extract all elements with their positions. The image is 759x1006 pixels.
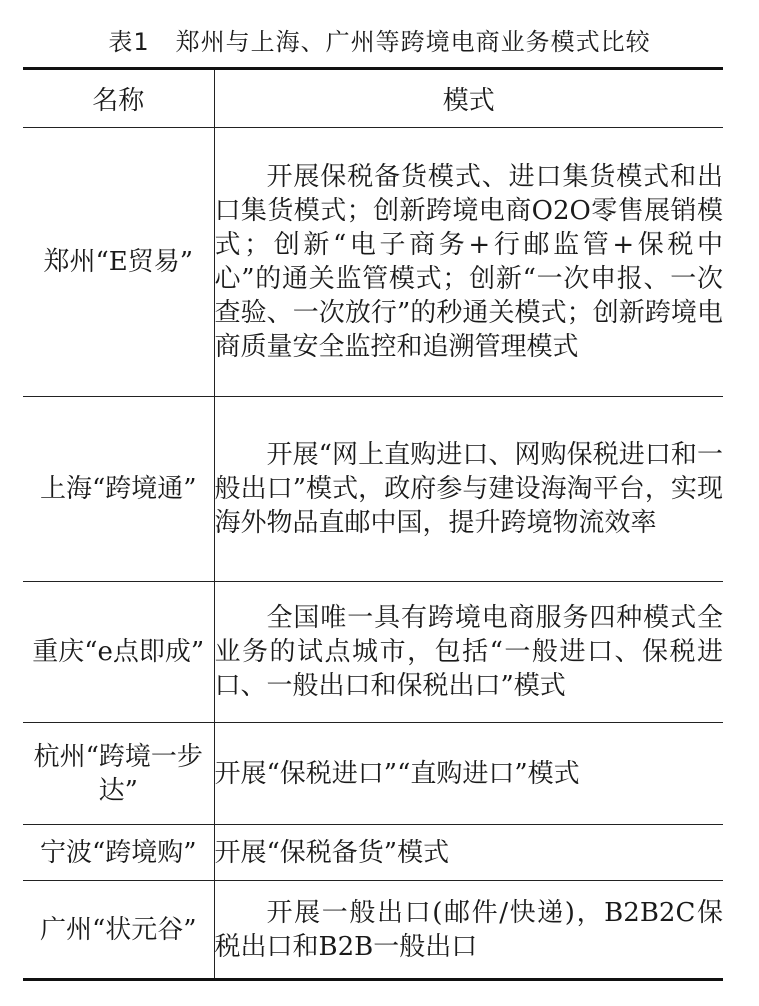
comparison-table: [23, 67, 723, 981]
table-row: [23, 881, 723, 980]
row-mode: 开展“保税进口”“直购进口”模式: [214, 723, 723, 825]
row-name: 上海“跨境通”: [23, 397, 214, 582]
header-name: 名称: [23, 69, 214, 128]
table-row: [23, 582, 723, 723]
row-name: 重庆“e点即成”: [23, 582, 214, 723]
table-row: [23, 397, 723, 582]
row-mode: 开展“保税备货”模式: [214, 825, 723, 881]
row-name: 郑州“E贸易”: [23, 128, 214, 397]
row-mode: 开展保税备货模式、进口集货模式和出口集货模式；创新跨境电商O2O零售展销模式；创新“电子商务+行邮监管+保税中心”的通关监管模式；创新“一次申报、一次查验、一次放行”的秒通关模式；创新跨境电商质量安全监控和追溯管理模式: [214, 128, 723, 397]
table-row: [23, 723, 723, 825]
row-name: 宁波“跨境购”: [23, 825, 214, 881]
row-mode: 开展一般出口(邮件/快递)，B2B2C保税出口和B2B一般出口: [214, 881, 723, 980]
table-row: [23, 825, 723, 881]
row-name: 杭州“跨境一步达”: [23, 723, 214, 825]
table-header-row: [23, 69, 723, 128]
table-row: [23, 128, 723, 397]
table-title: 郑州与上海、广州等跨境电商业务模式比较: [175, 28, 651, 56]
row-name: 广州“状元谷”: [23, 881, 214, 980]
table-caption: [0, 22, 759, 57]
header-mode: 模式: [214, 69, 723, 128]
table-number: 表1: [108, 28, 150, 56]
row-mode: 全国唯一具有跨境电商服务四种模式全业务的试点城市，包括“一般进口、保税进口、一般出口和保税出口”模式: [214, 582, 723, 723]
row-mode: 开展“网上直购进口、网购保税进口和一般出口”模式，政府参与建设海淘平台，实现海外物品直邮中国，提升跨境物流效率: [214, 397, 723, 582]
